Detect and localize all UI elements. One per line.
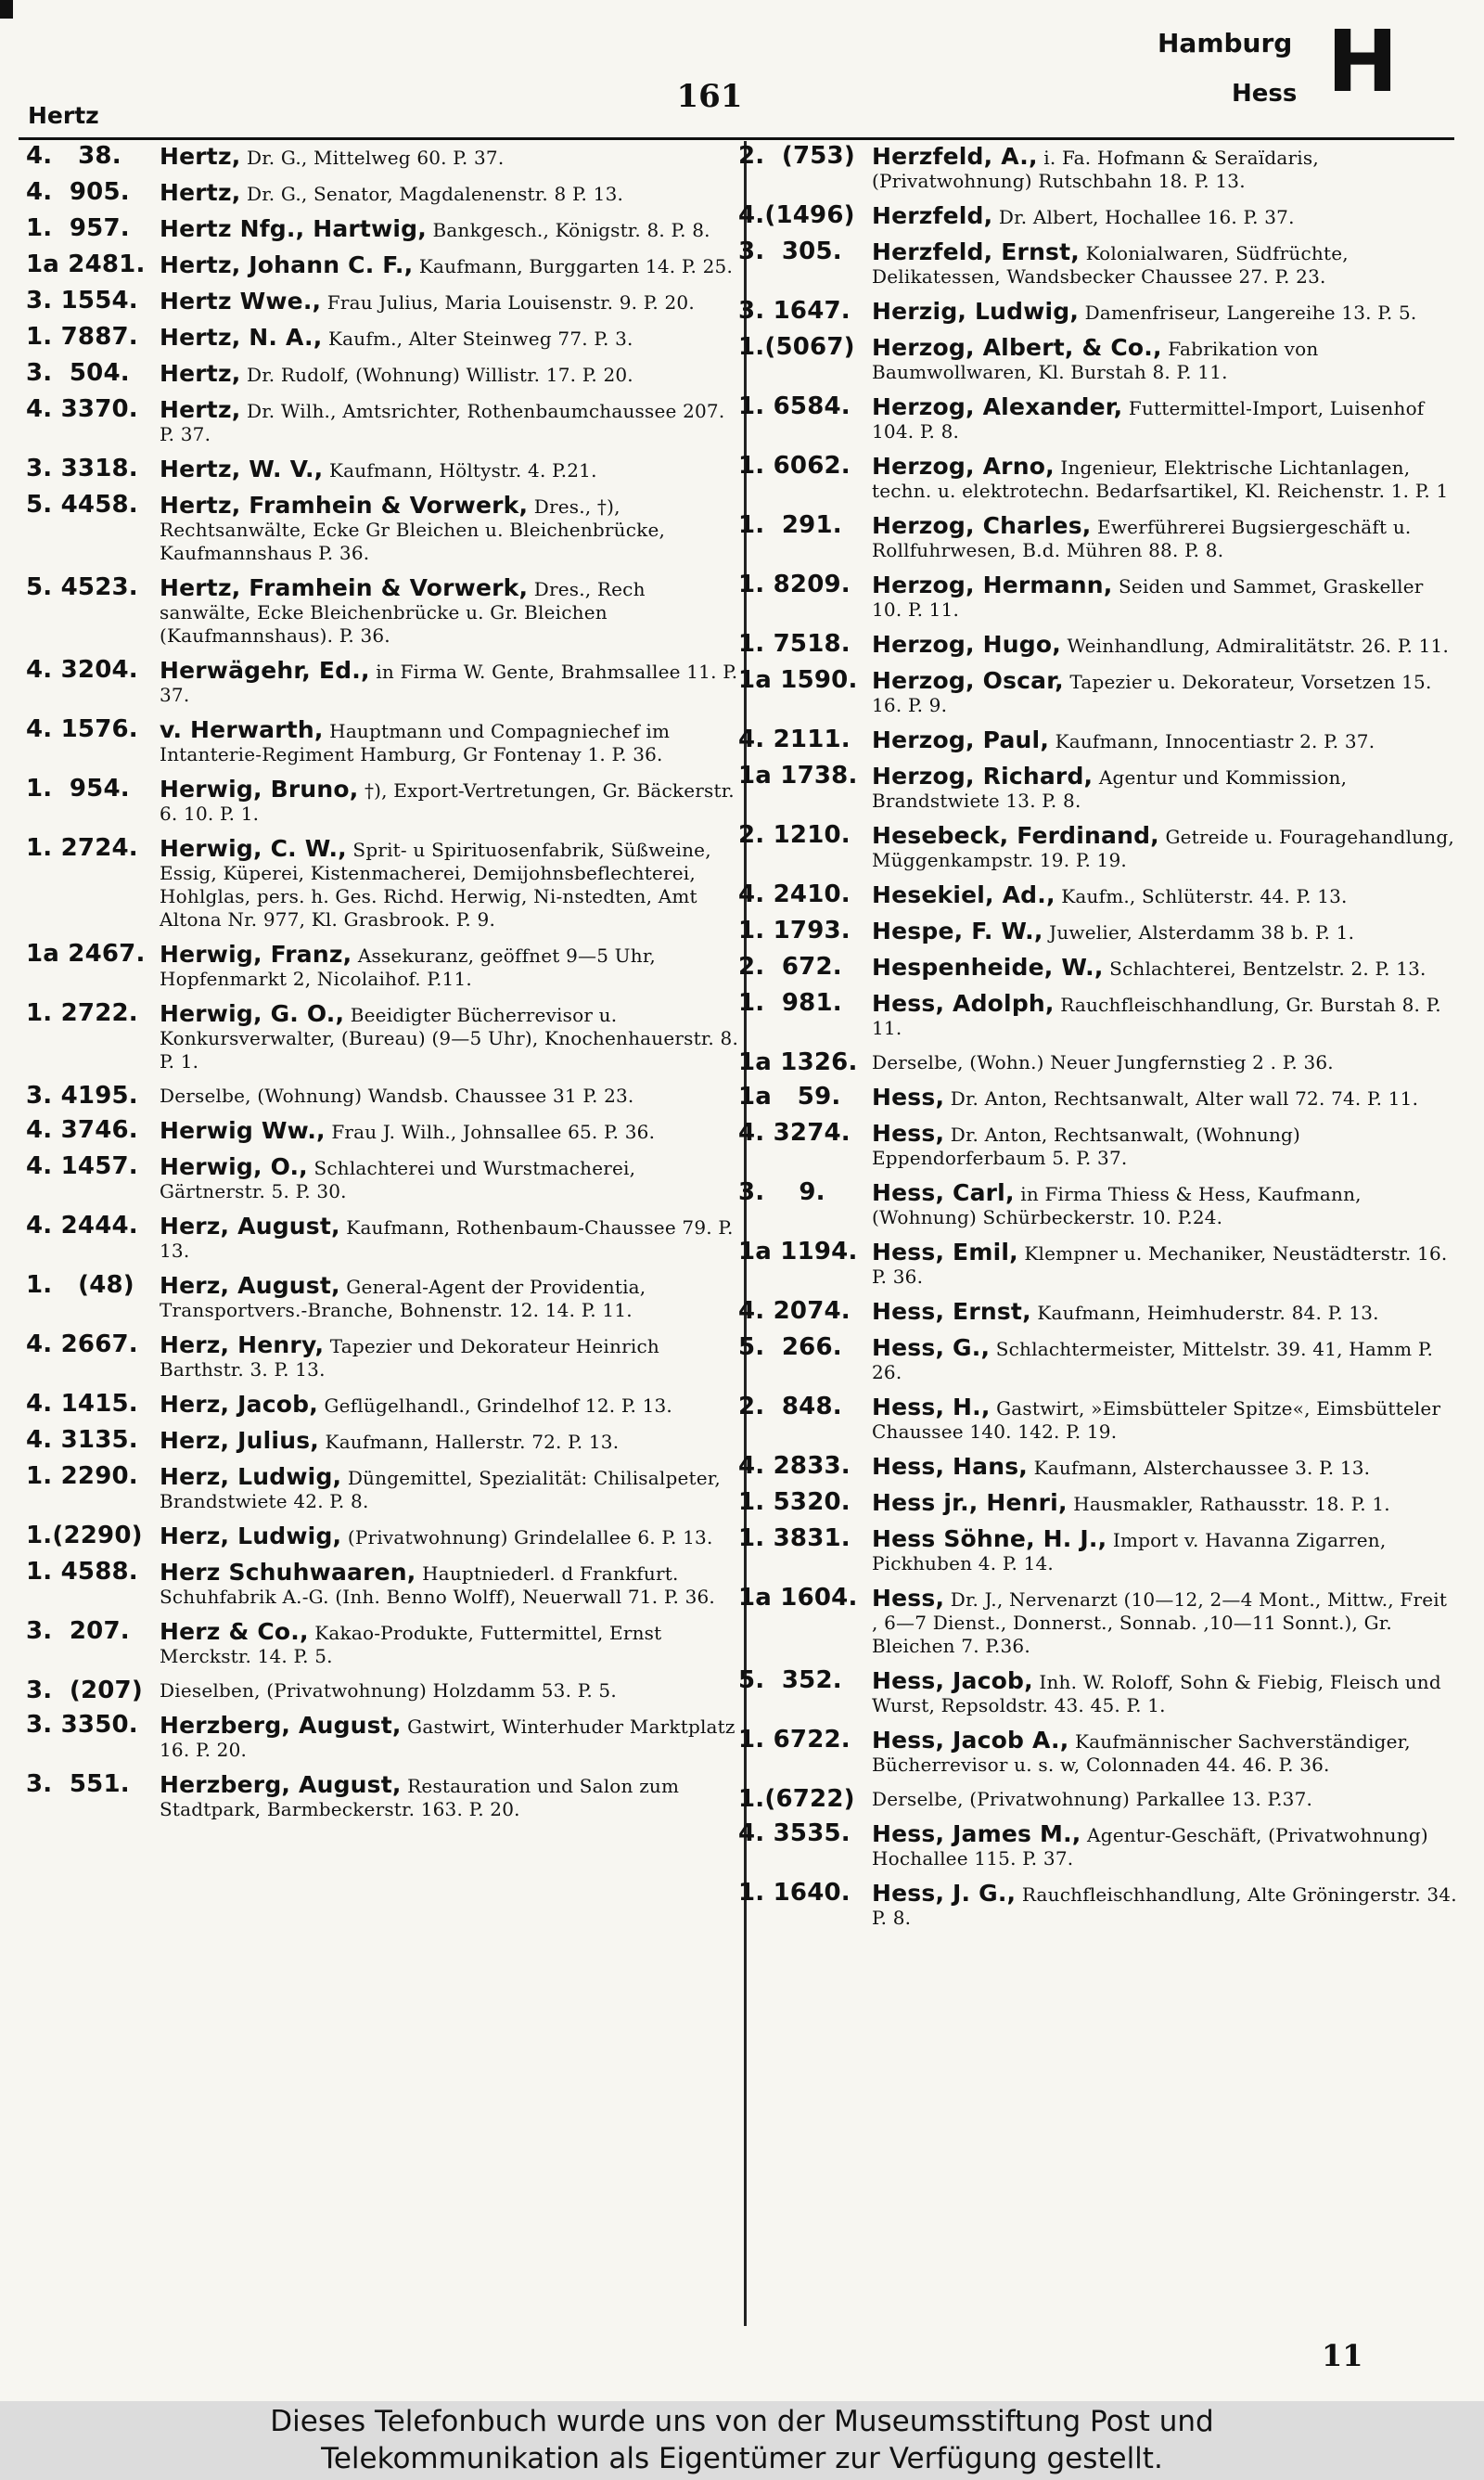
- entry-phone-number: 1. 2290.: [26, 1462, 138, 1490]
- left-column: [26, 142, 740, 1832]
- entry-details: Gastwirt, »Eimsbütteler Spitze«, Eimsbütteler Chaussee 140. 142. P. 19.: [872, 1397, 1441, 1443]
- directory-entry: [738, 821, 1457, 872]
- entry-name: Hertz, Johann C. F.,: [160, 251, 414, 278]
- entry-phone-number: 2. 672.: [738, 953, 842, 981]
- entry-phone-number: 1. 981.: [738, 989, 842, 1017]
- entry-name: Herzog, Paul,: [872, 726, 1050, 753]
- entry-details: Schlachterei, Bentzelstr. 2. P. 13.: [1109, 957, 1426, 980]
- directory-entry: [738, 1785, 1457, 1813]
- entry-phone-number: 4. 3274.: [738, 1119, 851, 1147]
- corner-mark: [0, 0, 13, 19]
- entry-phone-number: 4. 2833.: [738, 1452, 851, 1480]
- entry-details: Dr. J., Nervenarzt (10—12, 2—4 Mont., Mittw., Freit , 6—7 Dienst., Donnerst., Sonnab. ,10—11 Sonnt.), Gr. Bleichen 7. P.36.: [872, 1588, 1448, 1657]
- entry-details: Kakao-Produkte, Futtermittel, Ernst Merckstr. 14. P. 5.: [160, 1622, 662, 1667]
- entry-details: Seiden und Sammet, Graskeller 10. P. 11.: [872, 575, 1424, 621]
- entry-name: Herzfeld, Ernst,: [872, 238, 1080, 265]
- entry-details: Juwelier, Alsterdamm 38 b. P. 1.: [1049, 921, 1355, 944]
- entry-name: Herwig, Bruno,: [160, 776, 359, 803]
- entry-details: Rauchfleischhandlung, Alte Gröningerstr. 34. P. 8.: [872, 1883, 1457, 1929]
- directory-entry: [738, 1728, 1457, 1777]
- directory-entry: [738, 953, 1457, 981]
- entry-phone-number: 1a 2481.: [26, 251, 146, 278]
- folio-number: 11: [1322, 2338, 1363, 2373]
- entry-phone-number: 3. 207.: [26, 1617, 130, 1645]
- entry-name: Herwig Ww.,: [160, 1117, 326, 1144]
- entry-details: i. Fa. Hofmann & Seraïdaris, (Privatwohnung) Rutschbahn 18. P. 13.: [872, 147, 1319, 192]
- entry-details: Frau Julius, Maria Louisenstr. 9. P. 20.: [326, 291, 695, 314]
- entry-phone-number: 3. 551.: [26, 1770, 130, 1798]
- entry-phone-number: 5. 266.: [738, 1333, 842, 1361]
- entry-details: in Firma W. Gente, Brahmsallee 11. P. 37.: [160, 661, 738, 706]
- entry-phone-number: 1a 59.: [738, 1083, 841, 1111]
- directory-entry: [738, 511, 1457, 562]
- entry-details: Futtermittel-Import, Luisenhof 104. P. 8.: [872, 397, 1425, 443]
- entry-phone-number: 4. 2410.: [738, 880, 851, 908]
- entry-phone-number: 1. 2722.: [26, 999, 138, 1027]
- directory-entry: [26, 1390, 740, 1418]
- entry-details: Schlachtermeister, Mittelstr. 39. 41, Hamm P. 26.: [872, 1338, 1434, 1383]
- directory-entry: [26, 1152, 740, 1203]
- directory-entry: [26, 1214, 740, 1263]
- entry-name: Herzog, Oscar,: [872, 667, 1064, 694]
- entry-name: Hertz, Framhein & Vorwerk,: [160, 492, 529, 519]
- entry-name: Herwägehr, Ed.,: [160, 657, 370, 684]
- entry-details: Dres., †), Rechtsanwälte, Ecke Gr Bleichen u. Bleichenbrücke, Kaufmannshaus P. 36.: [160, 495, 666, 564]
- entry-name: Herzog, Richard,: [872, 763, 1094, 790]
- page-number: 161: [676, 78, 743, 115]
- entry-details: Derselbe, (Privatwohnung) Parkallee 13. P.37.: [872, 1788, 1313, 1810]
- entry-name: Hess Söhne, H. J.,: [872, 1525, 1107, 1552]
- entry-phone-number: 4. 2667.: [26, 1330, 138, 1358]
- entry-name: Hertz,: [160, 396, 241, 423]
- directory-entry: [738, 728, 1457, 753]
- directory-entry: [738, 1879, 1457, 1930]
- entry-details: Klempner u. Mechaniker, Neustädterstr. 16. P. 36.: [872, 1242, 1448, 1288]
- directory-entry: [26, 178, 740, 206]
- directory-entry: [26, 777, 740, 826]
- entry-name: Hess,: [872, 1585, 945, 1612]
- directory-entry: [26, 253, 740, 278]
- directory-entry: [26, 214, 740, 242]
- entry-phone-number: 2. (753): [738, 142, 855, 170]
- entry-phone-number: 1. 6584.: [738, 392, 851, 420]
- entry-details: Derselbe, (Wohn.) Neuer Jungfernstieg 2 . P. 36.: [872, 1051, 1334, 1073]
- directory-entry: [26, 289, 740, 315]
- entry-phone-number: 1. 4588.: [26, 1558, 138, 1586]
- entry-phone-number: 5. 4523.: [26, 573, 138, 601]
- directory-entry: [26, 573, 740, 648]
- directory-entry: [26, 940, 740, 991]
- entry-phone-number: 4. 3135.: [26, 1426, 138, 1454]
- entry-phone-number: 1.(6722): [738, 1785, 855, 1813]
- entry-phone-number: 3. 3350.: [26, 1711, 138, 1739]
- entry-details: Beeidigter Bücherrevisor u. Konkursverwalter, (Bureau) (9—5 Uhr), Knochenhauerstr. 8. P. 1.: [160, 1004, 739, 1073]
- entry-phone-number: 4. 3535.: [738, 1819, 851, 1847]
- entry-phone-number: 1. 8209.: [738, 571, 851, 598]
- entry-phone-number: 1. 5320.: [738, 1488, 851, 1516]
- directory-entry: [738, 297, 1457, 325]
- entry-name: Hess,: [872, 1084, 945, 1111]
- entry-details: Hauptniederl. d Frankfurt. Schuhfabrik A.-G. (Inh. Benno Wolff), Neuerwall 71. P. 36.: [160, 1562, 715, 1608]
- entry-name: Hertz,: [160, 360, 241, 387]
- entry-phone-number: 1. 3831.: [738, 1524, 851, 1552]
- entry-name: Hess, G.,: [872, 1334, 991, 1361]
- entry-name: Hesebeck, Ferdinand,: [872, 822, 1159, 849]
- entry-details: Kaufmann, Innocentiastr 2. P. 37.: [1055, 730, 1375, 752]
- entry-details: Agentur-Geschäft, (Privatwohnung) Hochallee 115. P. 37.: [872, 1824, 1428, 1870]
- directory-entry: [738, 1333, 1457, 1384]
- entry-phone-number: 3. 4195.: [26, 1082, 138, 1110]
- entry-details: Dr. Albert, Hochallee 16. P. 37.: [998, 206, 1295, 228]
- entry-details: Fabrikation von Baumwollwaren, Kl. Burstah 8. P. 11.: [872, 338, 1319, 383]
- entry-name: Hess,: [872, 1120, 945, 1147]
- directory-entry: [26, 359, 740, 387]
- entry-phone-number: 1. 957.: [26, 214, 130, 242]
- entry-name: Herzberg, August,: [160, 1712, 402, 1739]
- entry-phone-number: 2. 1210.: [738, 821, 851, 849]
- entry-name: Herz Schuhwaaren,: [160, 1559, 416, 1586]
- entry-name: Herz, August,: [160, 1213, 340, 1240]
- entry-phone-number: 5. 352.: [738, 1666, 842, 1694]
- directory-entry: [738, 1297, 1457, 1325]
- directory-entry: [26, 1770, 740, 1821]
- directory-entry: [26, 656, 740, 707]
- entry-details: Dr. Anton, Rechtsanwalt, (Wohnung) Eppendorferbaum 5. P. 37.: [872, 1124, 1301, 1169]
- entry-details: Düngemittel, Spezialität: Chilisalpeter, Brandstwiete 42. P. 8.: [160, 1467, 721, 1512]
- entry-phone-number: 3. 3318.: [26, 455, 138, 482]
- entry-phone-number: 3. 9.: [738, 1178, 825, 1206]
- letter-tab: H: [1326, 12, 1399, 111]
- entry-phone-number: 4. 3204.: [26, 656, 138, 684]
- entry-phone-number: 1. 1793.: [738, 917, 851, 944]
- entry-phone-number: 4. 1576.: [26, 715, 138, 743]
- directory-entry: [738, 630, 1457, 658]
- directory-entry: [738, 1666, 1457, 1717]
- entry-details: Kolonialwaren, Südfrüchte, Delikatessen, Wandsbecker Chaussee 27. P. 23.: [872, 242, 1349, 288]
- directory-entry: [26, 323, 740, 351]
- entry-phone-number: 1a 1326.: [738, 1048, 858, 1076]
- entry-details: Getreide u. Fouragehandlung, Müggenkampstr. 19. P. 19.: [872, 826, 1454, 871]
- directory-entry: [26, 1330, 740, 1381]
- directory-entry: [738, 333, 1457, 384]
- directory-entry: [738, 142, 1457, 193]
- entry-name: Herzog, Arno,: [872, 453, 1055, 480]
- directory-entry: [738, 452, 1457, 503]
- directory-entry: [738, 1395, 1457, 1444]
- entry-details: Weinhandlung, Admiralitätstr. 26. P. 11.: [1067, 635, 1450, 657]
- directory-entry: [738, 919, 1457, 944]
- entry-phone-number: 4. 38.: [26, 142, 122, 170]
- entry-details: Kaufmann, Alsterchaussee 3. P. 13.: [1033, 1457, 1371, 1479]
- entry-name: Hesekiel, Ad.,: [872, 881, 1055, 908]
- entry-details: Import v. Havanna Zigarren, Pickhuben 4. P. 14.: [872, 1529, 1387, 1574]
- entry-details: Kaufmann, Heimhuderstr. 84. P. 13.: [1037, 1302, 1379, 1324]
- directory-entry: [26, 1426, 740, 1454]
- entry-phone-number: 4. 905.: [26, 178, 130, 206]
- entry-name: Herzog, Hugo,: [872, 631, 1061, 658]
- entry-details: Gastwirt, Winterhuder Marktplatz 16. P. 20.: [160, 1715, 736, 1761]
- entry-phone-number: 1.(2290): [26, 1522, 143, 1549]
- directory-entry: [26, 1116, 740, 1144]
- entry-phone-number: 4. 2074.: [738, 1297, 851, 1325]
- entry-phone-number: 4. 2111.: [738, 726, 851, 753]
- entry-phone-number: 1a 2467.: [26, 940, 146, 968]
- entry-details: Ewerführerei Bugsiergeschäft u. Rollfuhrwesen, B.d. Mühren 88. P. 8.: [872, 516, 1412, 561]
- entry-details: Bankgesch., Königstr. 8. P. 8.: [432, 219, 710, 241]
- entry-details: Inh. W. Roloff, Sohn & Fiebig, Fleisch und Wurst, Repsoldstr. 43. 45. P. 1.: [872, 1671, 1441, 1716]
- entry-details: Kaufmännischer Sachverständiger, Bücherrevisor u. s. w, Colonnaden 44. 46. P. 36.: [872, 1730, 1411, 1776]
- entry-phone-number: 1. 291.: [738, 511, 842, 539]
- directory-entry: [738, 573, 1457, 622]
- entry-name: Hertz Wwe.,: [160, 288, 322, 315]
- entry-details: Frau J. Wilh., Johnsallee 65. P. 36.: [331, 1121, 656, 1143]
- directory-entry: [738, 1488, 1457, 1516]
- entry-phone-number: 1a 1738.: [738, 762, 858, 790]
- entry-name: Hess, Ernst,: [872, 1298, 1031, 1325]
- entry-name: Herwig, Franz,: [160, 941, 352, 968]
- footer-line-2: Telekommunikation als Eigentümer zur Verfügung gestellt.: [321, 2442, 1163, 2475]
- entry-phone-number: 1.(5067): [738, 333, 855, 361]
- entry-details: in Firma Thiess & Hess, Kaufmann, (Wohnung) Schürbeckerstr. 10. P.24.: [872, 1183, 1362, 1228]
- directory-entry: [26, 1462, 740, 1513]
- entry-name: Hess, Emil,: [872, 1239, 1018, 1266]
- entry-details: Hausmakler, Rathausstr. 18. P. 1.: [1073, 1493, 1390, 1515]
- entry-details: Kaufmann, Burggarten 14. P. 25.: [418, 255, 734, 277]
- entry-name: Herwig, G. O.,: [160, 1000, 345, 1027]
- directory-entry: [738, 989, 1457, 1040]
- entry-name: Hess, Adolph,: [872, 990, 1055, 1017]
- entry-name: Herz, Julius,: [160, 1427, 319, 1454]
- directory-entry: [26, 142, 740, 170]
- entry-name: Hertz,: [160, 179, 241, 206]
- entry-name: Hess, H.,: [872, 1394, 991, 1420]
- entry-phone-number: 1. 6062.: [738, 452, 851, 480]
- entry-phone-number: 1a 1590.: [738, 666, 858, 694]
- entry-phone-number: 1a 1194.: [738, 1238, 858, 1266]
- directory-entry: [738, 1819, 1457, 1870]
- directory-entry: [738, 880, 1457, 908]
- directory-entry: [738, 392, 1457, 443]
- directory-entry: [738, 240, 1457, 289]
- entry-name: Hertz, N. A.,: [160, 324, 323, 351]
- entry-phone-number: 1. (48): [26, 1271, 134, 1299]
- entry-phone-number: 2. 848.: [738, 1393, 842, 1420]
- entry-details: Kaufmann, Rothenbaum-Chaussee 79. P. 13.: [160, 1216, 734, 1262]
- entry-details: Sprit- u Spirituosenfabrik, Süßweine, Essig, Küperei, Kistenmacherei, Demijohnsbeflechterei, Hohlglas, pers. h. Ges. Richd. Herwig, Ni-nstedten, Amt Altona Nr. 977, Kl. Grasbrook. P. 9.: [160, 839, 711, 931]
- entry-phone-number: 1. 1640.: [738, 1879, 851, 1907]
- city-label: Hamburg: [1158, 28, 1293, 58]
- entry-name: Herz, August,: [160, 1272, 340, 1299]
- entry-details: Ingenieur, Elektrische Lichtanlagen, techn. u. elektrotechn. Bedarfsartikel, Kl. Reichenstr. 1. P. 1: [872, 456, 1449, 502]
- directory-entry: [738, 1240, 1457, 1289]
- entry-phone-number: 1. 2724.: [26, 834, 138, 862]
- entry-details: Hauptmann und Compagniechef im Intanterie-Regiment Hamburg, Gr Fontenay 1. P. 36.: [160, 720, 671, 765]
- entry-details: Dr. G., Senator, Magdalenenstr. 8 P. 13.: [246, 183, 624, 205]
- directory-entry: [738, 1048, 1457, 1076]
- entry-phone-number: 3. 1554.: [26, 287, 138, 315]
- entry-phone-number: 5. 4458.: [26, 491, 138, 519]
- directory-entry: [738, 1083, 1457, 1111]
- directory-entry: [738, 1452, 1457, 1480]
- entry-name: Hertz, W. V.,: [160, 456, 324, 482]
- running-head-right: Hess: [1232, 80, 1298, 108]
- entry-phone-number: 4.(1496): [738, 201, 855, 229]
- entry-name: Herzfeld,: [872, 202, 993, 229]
- entry-name: Hertz Nfg., Hartwig,: [160, 215, 427, 242]
- directory-entry: [26, 1711, 740, 1762]
- entry-name: Herz, Henry,: [160, 1331, 325, 1358]
- entry-name: Herzfeld, A.,: [872, 143, 1038, 170]
- header-rule: [19, 137, 1454, 140]
- entry-name: Hertz, Framhein & Vorwerk,: [160, 574, 529, 601]
- entry-phone-number: 1. 7887.: [26, 323, 138, 351]
- entry-name: Hertz,: [160, 143, 241, 170]
- entry-details: Kaufm., Schlüterstr. 44. P. 13.: [1061, 885, 1348, 907]
- entry-phone-number: 3. (207): [26, 1677, 143, 1704]
- entry-phone-number: 1a 1604.: [738, 1584, 858, 1612]
- entry-phone-number: 1. 7518.: [738, 630, 851, 658]
- entry-name: Herz, Ludwig,: [160, 1523, 342, 1549]
- entry-name: Herzog, Charles,: [872, 512, 1092, 539]
- entry-details: Tapezier und Dekorateur Heinrich Barthstr. 3. P. 13.: [160, 1335, 659, 1381]
- directory-entry: [738, 1524, 1457, 1575]
- entry-phone-number: 1. 954.: [26, 775, 130, 803]
- right-column: [738, 142, 1457, 1941]
- entry-name: Herzog, Hermann,: [872, 572, 1113, 598]
- directory-entry: [26, 1524, 740, 1549]
- entry-details: Derselbe, (Wohnung) Wandsb. Chaussee 31 P. 23.: [160, 1085, 634, 1107]
- entry-details: Kaufm., Alter Steinweg 77. P. 3.: [328, 328, 633, 350]
- entry-details: Restauration und Salon zum Stadtpark, Barmbeckerstr. 163. P. 20.: [160, 1775, 680, 1820]
- directory-entry: [26, 715, 740, 766]
- entry-details: †), Export-Vertretungen, Gr. Bäckerstr. 6. 10. P. 1.: [160, 779, 735, 825]
- entry-name: Hess, J. G.,: [872, 1880, 1017, 1907]
- directory-entry: [738, 1178, 1457, 1229]
- entry-details: (Privatwohnung) Grindelallee 6. P. 13.: [347, 1526, 713, 1548]
- directory-entry: [26, 834, 740, 932]
- entry-details: Kaufmann, Hallerstr. 72. P. 13.: [325, 1431, 620, 1453]
- entry-name: Herz & Co.,: [160, 1618, 309, 1645]
- entry-phone-number: 3. 1647.: [738, 297, 851, 325]
- entry-details: Dr. G., Mittelweg 60. P. 37.: [246, 147, 505, 169]
- entry-name: Herzog, Alexander,: [872, 393, 1123, 420]
- entry-phone-number: 4. 1415.: [26, 1390, 138, 1418]
- entry-name: Hess, Jacob,: [872, 1667, 1033, 1694]
- entry-phone-number: 3. 305.: [738, 238, 842, 265]
- entry-phone-number: 1. 6722.: [738, 1726, 851, 1754]
- entry-name: Hess, Jacob A.,: [872, 1727, 1069, 1754]
- footer-line-1: Dieses Telefonbuch wurde uns von der Museumsstiftung Post und: [270, 2405, 1214, 2438]
- entry-name: Herz, Jacob,: [160, 1391, 318, 1418]
- directory-entry: [738, 201, 1457, 229]
- entry-name: Hess, James M.,: [872, 1820, 1081, 1847]
- entry-name: Herzberg, August,: [160, 1771, 402, 1798]
- running-head-left: Hertz: [28, 102, 99, 129]
- directory-entry: [26, 1082, 740, 1110]
- entry-details: Schlachterei und Wurstmacherei, Gärtnerstr. 5. P. 30.: [160, 1157, 636, 1202]
- entry-details: Dieselben, (Privatwohnung) Holzdamm 53. P. 5.: [160, 1679, 617, 1702]
- directory-entry: [26, 457, 740, 482]
- entry-name: Hespe, F. W.,: [872, 918, 1043, 944]
- directory-entry: [738, 1584, 1457, 1658]
- directory-entry: [738, 666, 1457, 717]
- entry-name: Hess jr., Henri,: [872, 1489, 1068, 1516]
- entry-name: Herzog, Albert, & Co.,: [872, 334, 1162, 361]
- entry-name: Herzig, Ludwig,: [872, 298, 1080, 325]
- entry-phone-number: 4. 3746.: [26, 1116, 138, 1144]
- entry-phone-number: 4. 1457.: [26, 1152, 138, 1180]
- entry-details: Agentur und Kommission, Brandstwiete 13. P. 8.: [872, 766, 1348, 812]
- directory-entry: [26, 1271, 740, 1322]
- directory-entry: [26, 1679, 740, 1703]
- directory-entry: [26, 1617, 740, 1668]
- entry-details: Dr. Wilh., Amtsrichter, Rothenbaumchaussee 207. P. 37.: [160, 400, 725, 445]
- entry-name: Herwig, C. W.,: [160, 835, 347, 862]
- entry-name: Herwig, O.,: [160, 1153, 308, 1180]
- entry-details: Dres., Rech sanwälte, Ecke Bleichenbrücke u. Gr. Bleichen (Kaufmannshaus). P. 36.: [160, 578, 646, 647]
- entry-name: Hess, Hans,: [872, 1453, 1029, 1480]
- directory-entry: [26, 395, 740, 446]
- entry-phone-number: 4. 2444.: [26, 1212, 138, 1240]
- entry-details: Kaufmann, Höltystr. 4. P.21.: [328, 459, 597, 482]
- directory-entry: [26, 999, 740, 1073]
- entry-details: General-Agent der Providentia, Transportvers.-Branche, Bohnenstr. 12. 14. P. 11.: [160, 1276, 646, 1321]
- entry-name: Hess, Carl,: [872, 1179, 1015, 1206]
- entry-details: Rauchfleischhandlung, Gr. Burstah 8. P. 11.: [872, 994, 1441, 1039]
- entry-details: Geflügelhandl., Grindelhof 12. P. 13.: [324, 1394, 672, 1417]
- entry-name: Hespenheide, W.,: [872, 954, 1104, 981]
- entry-name: Herz, Ludwig,: [160, 1463, 342, 1490]
- entry-phone-number: 3. 504.: [26, 359, 130, 387]
- directory-entry: [26, 491, 740, 565]
- directory-entry: [738, 1119, 1457, 1170]
- entry-name: v. Herwarth,: [160, 716, 324, 743]
- directory-entry: [26, 1558, 740, 1609]
- entry-details: Dr. Rudolf, (Wohnung) Willistr. 17. P. 20.: [246, 364, 633, 386]
- entry-details: Tapezier u. Dekorateur, Vorsetzen 15. 16. P. 9.: [872, 671, 1432, 716]
- directory-entry: [738, 762, 1457, 813]
- entry-details: Dr. Anton, Rechtsanwalt, Alter wall 72. 74. P. 11.: [950, 1087, 1419, 1110]
- entry-details: Assekuranz, geöffnet 9—5 Uhr, Hopfenmarkt 2, Nicolaihof. P.11.: [160, 944, 656, 990]
- entry-phone-number: 4. 3370.: [26, 395, 138, 423]
- entry-details: Damenfriseur, Langereihe 13. P. 5.: [1084, 302, 1417, 324]
